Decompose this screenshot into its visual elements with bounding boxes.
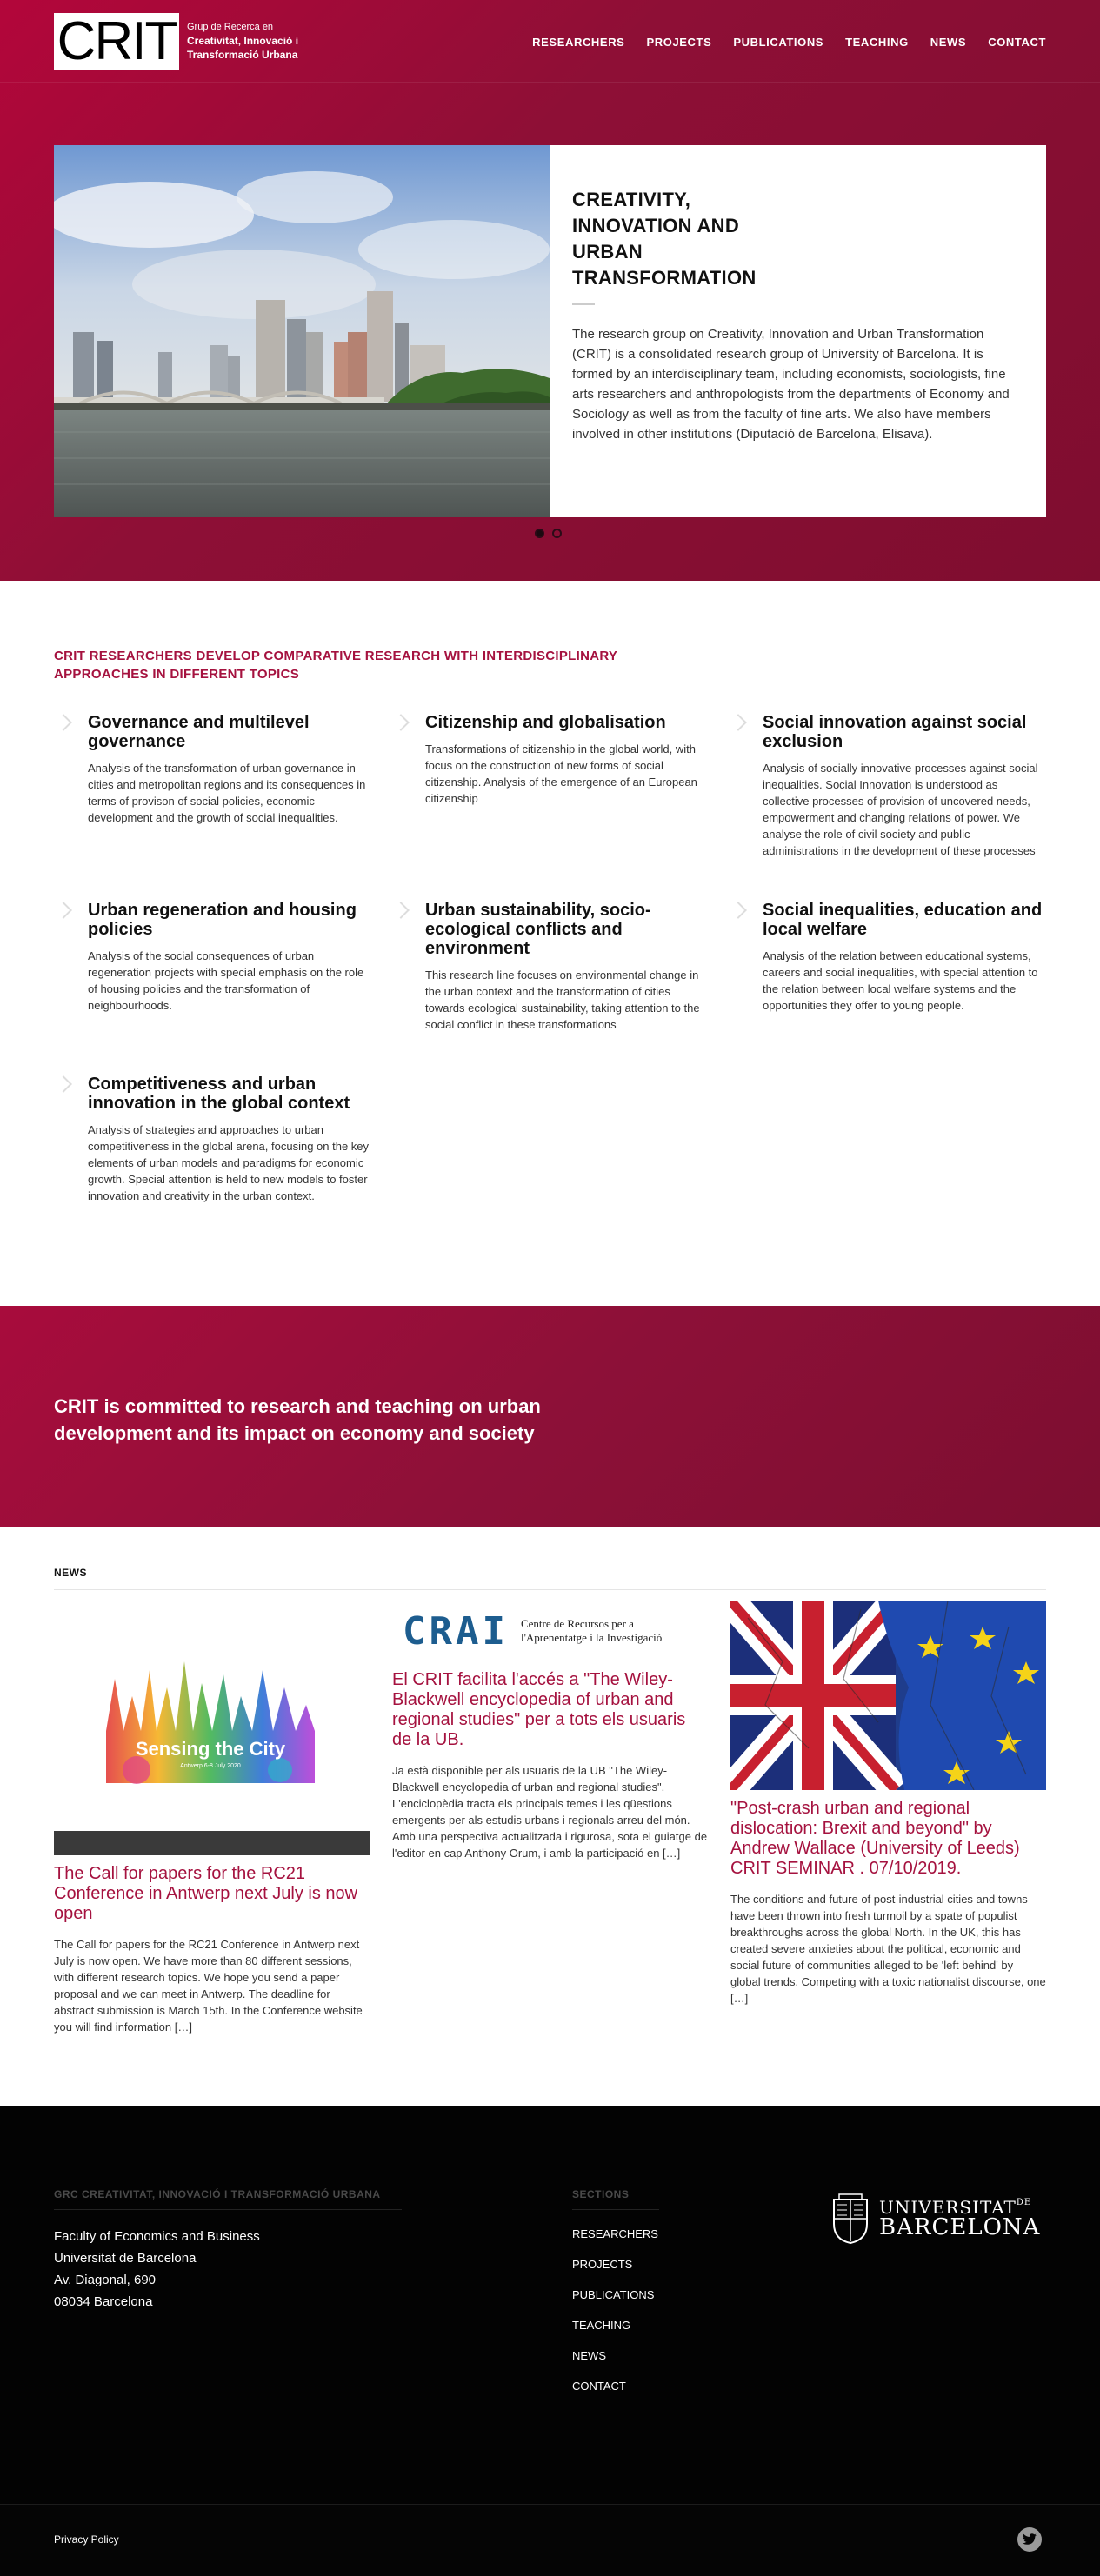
topic-item [391,713,729,901]
logo-sub-line2: Creativitat, Innovació i [187,35,299,47]
topic-text: Analysis of strategies and approaches to urban competitiveness in the global arena, focusing on the key elements of urban models and paradigms for economic growth. Special attention is held to new models to foster innovation and creativity in the urban context. [88,1123,370,1202]
logo-text: CRIT [57,11,177,71]
address-line: Av. Diagonal, 690 [54,2273,157,2287]
logo-sub-line3: Transformació Urbana [187,49,298,61]
chevron-right-icon [392,714,410,731]
news-title[interactable]: The Call for papers for the RC21 Conference in Antwerp next July is now open [54,1864,358,1923]
chevron-right-icon [730,902,747,919]
chevron-right-icon [55,1075,72,1093]
footer-link-news[interactable]: NEWS [572,2349,606,2362]
topic-title: Social inequalities, education and local welfare [763,901,1043,939]
footer-address [54,2226,402,2313]
crai-logo: CRAI [403,1608,509,1654]
topic-item [54,1075,391,1204]
topic-item [729,713,1066,901]
address-line: Faculty of Economics and Business [54,2229,260,2244]
chevron-right-icon [55,714,72,731]
hero-text: The research group on Creativity, Innovation and Urban Transformation (CRIT) is a consolidated research group of University of Barcelona. It is formed by an interdisciplinary team, including economists, sociologists, fine arts researchers and anthropologists from the departments of Economy and Sociology as well as from the faculty of fine arts. We also have members involved in other institutions (Diputació de Barcelona, Elisava). [572,327,1010,442]
news-title[interactable]: El CRIT facilita l'accés a "The Wiley-Blackwell encyclopedia of urban and regional studies" per a tots els usuaris de la UB. [392,1670,686,1749]
news-item [54,1601,370,2035]
slider-dot-2[interactable] [552,529,562,538]
logo[interactable] [54,13,179,70]
news-excerpt: The Call for papers for the RC21 Conference in Antwerp next July is now open. We have more than 80 different sessions, with different research topics. We hope you send a paper proposal and we can meet in Antwerp. The deadline for abstract submission is March 15th. In the Conference website you will find information […] [54,1938,363,2034]
logo-subtitle [187,20,298,62]
header [0,0,1100,83]
research-section [0,581,1100,1306]
crai-line1: Centre de Recursos per a [520,1617,634,1630]
ub-logo-text [879,2199,1040,2239]
image-subcaption: Antwerp 6-8 July 2020 [180,1763,241,1769]
topic-item [54,901,391,1075]
twitter-icon[interactable] [1017,2527,1042,2552]
logo-sub-line1: Grup de Recerca en [187,22,274,32]
news-excerpt: The conditions and future of post-industrial cities and towns have been thrown into fresh turmoil by a spate of populist breakthroughs across the global North. In the UK, this has created severe anxieties about the political, economic and social future of communities alleged to be 'left behind' by global trends. Competing with a toxic nationalist discourse, one […] [730,1893,1046,2005]
topic-item [54,713,391,901]
address-line: 08034 Barcelona [54,2294,153,2309]
topic-title: Social innovation against social exclusion [763,713,1027,751]
chevron-right-icon [392,902,410,919]
topic-title: Urban regeneration and housing policies [88,901,357,939]
uk-eu-flag-image [730,1601,1046,1790]
hero-card [550,145,1046,517]
news-grid [54,1601,1046,2035]
slider-dot-1[interactable] [535,529,544,538]
news-image[interactable] [54,1601,370,1855]
nav-researchers[interactable]: RESEARCHERS [532,36,625,49]
nav-publications[interactable]: PUBLICATIONS [733,36,824,49]
chevron-right-icon [730,714,747,731]
ub-logo[interactable] [832,2193,1040,2245]
footer-sections [572,2188,659,2401]
topic-title: Urban sustainability, socio-ecological conflicts and environment [425,901,651,958]
hero-slider [54,145,1046,517]
city-skyline-image [54,145,550,517]
topic-title: Governance and multilevel governance [88,713,310,751]
hero-image [54,145,550,517]
topic-text: Analysis of the social consequences of urban regeneration projects with special emphasis on the role of housing policies and the transformation of neighbourhoods. [88,949,364,1012]
footer-sections-heading: SECTIONS [572,2188,659,2210]
news-excerpt: Ja està disponible per als usuaris de la UB "The Wiley-Blackwell encyclopedia of urban and regional studies". L'enciclopèdia tracta els principals temes i les qüestions emergents per als estudis urbans i regionals arreu del món. Amb una perspectiva actualitzada i rigurosa, sota el guiatge de l'editor en cap Anthony Orum, i amb la participació en […] [392,1764,708,1860]
news-title[interactable]: "Post-crash urban and regional dislocation: Brexit and beyond" by Andrew Wallace (University of Leeds) CRIT SEMINAR . 07/10/2019. [730,1799,1020,1878]
footer-link-contact[interactable]: CONTACT [572,2380,626,2393]
topic-text: This research line focuses on environmental change in the urban context and the transformation of cities towards ecological sustainability, taking attention to the social conflict in these transformations [425,968,700,1031]
commitment-banner [0,1306,1100,1527]
footer-link-publications[interactable]: PUBLICATIONS [572,2288,655,2301]
ub-line2: BARCELONA [879,2214,1041,2240]
ub-crest-icon [832,2193,869,2245]
nav-contact[interactable]: CONTACT [988,36,1046,49]
top-section [0,0,1100,581]
news-heading: NEWS [54,1567,1046,1590]
topic-text: Analysis of the transformation of urban governance in cities and metropolitan regions and its consequences in terms of provison of social policies, economic development and the growth of social inequalities. [88,762,366,824]
hero-title: CREATIVITY, INNOVATION AND URBAN TRANSFORMATION [572,189,757,289]
twitter-bird-icon [1023,2533,1037,2546]
nav-projects[interactable]: PROJECTS [646,36,712,49]
privacy-policy-link[interactable]: Privacy Policy [54,2533,119,2546]
news-item [730,1601,1046,2035]
footer-contact [54,2188,402,2313]
topic-text: Analysis of socially innovative processes against social inequalities. Social Innovation is understood as collective processes of provision of uncovered needs, empowerment and changing relations of power. We analyse the role of civil society and public administrations in the development of these processes [763,762,1038,857]
topic-title: Competitiveness and urban innovation in the global context [88,1075,350,1113]
footer-link-researchers[interactable]: RESEARCHERS [572,2227,658,2240]
footer-contact-heading: GRC CREATIVITAT, INNOVACIÓ I TRANSFORMACIÓ URBANA [54,2188,402,2210]
banner-text: CRIT is committed to research and teaching on urban development and its impact on economy and society [54,1395,541,1444]
nav-teaching[interactable]: TEACHING [845,36,909,49]
slider-dots [535,529,562,538]
topic-item [729,901,1066,1075]
topic-title: Citizenship and globalisation [425,713,666,732]
crai-line2: l'Aprenentatge i la Investigació [520,1631,663,1644]
footer-link-projects[interactable]: PROJECTS [572,2258,633,2271]
hero-divider [572,303,595,305]
footer-section-list [572,2219,659,2401]
news-image[interactable] [730,1601,1046,1790]
news-item [392,1601,708,2035]
topic-item [391,901,729,1075]
footer [0,2106,1100,2504]
chevron-right-icon [55,902,72,919]
nav-news[interactable]: NEWS [930,36,967,49]
topic-text: Analysis of the relation between educational systems, careers and social inequalities, with special attention to the relation between local welfare systems and the opportunities they offer to young people. [763,949,1038,1012]
ub-line1: UNIVERSITAT [879,2197,1017,2218]
topic-text: Transformations of citizenship in the global world, with focus on the construction of new forms of social citizenship. Analysis of the emergence of an European citizenship [425,742,697,805]
news-image[interactable] [392,1601,708,1661]
sensing-the-city-image [54,1601,370,1855]
ub-de: DE [1016,2198,1032,2207]
research-heading: CRIT RESEARCHERS DEVELOP COMPARATIVE RESEARCH WITH INTERDISCIPLINARY APPROACHES IN DIFFERENT TOPICS [54,649,617,682]
news-section [0,1527,1100,2106]
image-caption: Sensing the City [135,1738,286,1760]
crai-logo-text [521,1617,662,1645]
topics-grid [54,713,1046,1204]
footer-link-teaching[interactable]: TEACHING [572,2319,631,2332]
main-nav [532,36,1046,49]
subfooter [0,2504,1100,2576]
address-line: Universitat de Barcelona [54,2251,197,2266]
